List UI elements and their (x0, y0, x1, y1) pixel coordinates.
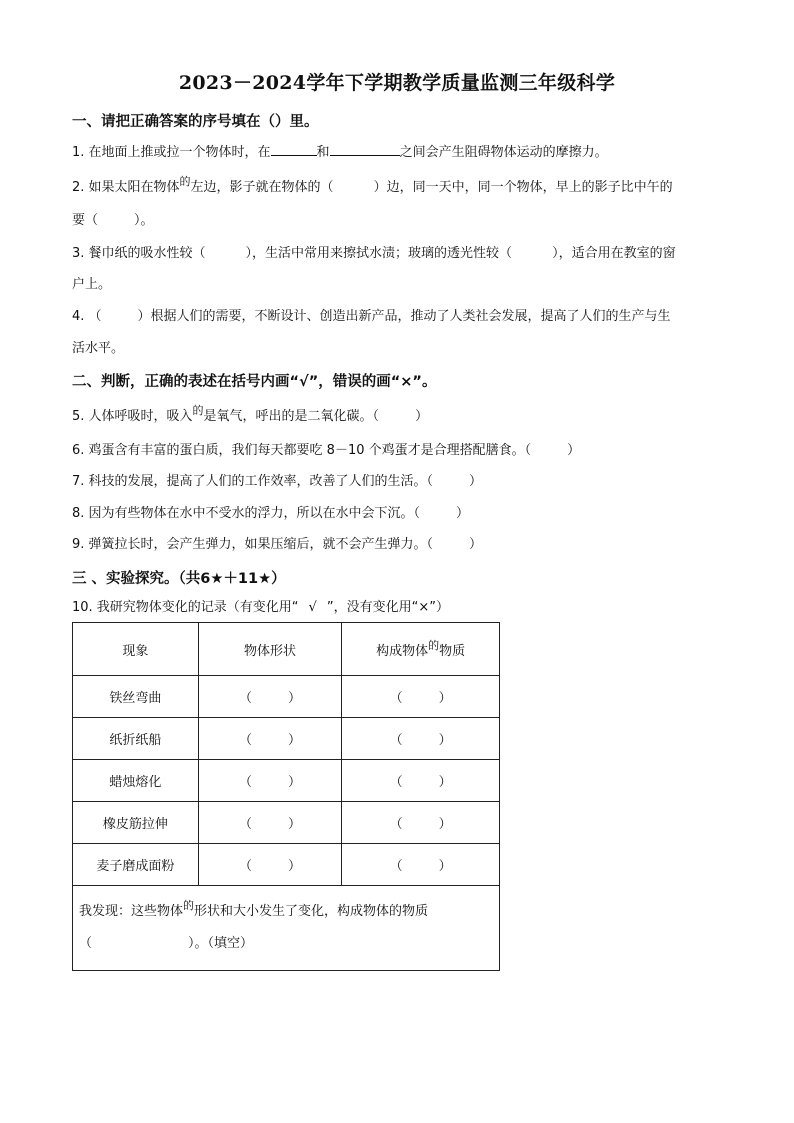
header-substance-b: 物质 (439, 643, 466, 659)
q10-text-a: 10. 我研究物体变化的记录（有变化用“ (72, 600, 299, 615)
substance-answer-cell[interactable]: （ ） (342, 802, 500, 844)
substance-answer-cell[interactable]: （ ） (342, 676, 500, 718)
q3-text-a: 3. 餐巾纸的吸水性较（ (72, 246, 206, 261)
question-3 (72, 245, 676, 263)
q1-text-b: 和 (316, 145, 330, 160)
table-header-row (73, 623, 500, 676)
question-4 (72, 308, 671, 326)
question-4-cont: 活水平。 (72, 341, 125, 356)
question-2 (72, 175, 673, 197)
q5-de: 的 (192, 404, 204, 417)
section-2-heading: 二、判断，正确的表述在括号内画“√”，错误的画“×”。 (72, 374, 437, 390)
section-1-heading: 一、请把正确答案的序号填在（）里。 (72, 114, 319, 130)
q7-text-b: ） (469, 474, 483, 489)
q6-text-a: 6. 鸡蛋含有丰富的蛋白质，我们每天都要吃 8－10 个鸡蛋才是合理搭配膳食。（ (72, 443, 532, 458)
q1-text-a: 1. 在地面上推或拉一个物体时，在 (72, 145, 271, 160)
q2-text-d: 要（ (72, 213, 99, 228)
q10-check-mark: √ (308, 600, 317, 615)
shape-answer-cell[interactable]: （ ） (198, 760, 342, 802)
question-10 (72, 599, 449, 617)
q4-text-b: ）根据人们的需要，不断设计、创造出新产品，推动了人类社会发展，提高了人们的生产与生 (137, 309, 671, 324)
q1-text-c: 之间会产生阻碍物体运动的摩擦力。 (399, 145, 608, 160)
substance-answer-cell[interactable]: （ ） (342, 760, 500, 802)
q2-de: 的 (179, 175, 191, 188)
shape-answer-cell[interactable]: （ ） (198, 676, 342, 718)
q8-text-a: 8. 因为有些物体在水中不受水的浮力，所以在水中会下沉。（ (72, 506, 421, 521)
question-9 (72, 536, 482, 554)
question-2-cont (72, 212, 154, 230)
q6-text-b: ） (567, 443, 581, 458)
header-substance-de: 的 (428, 638, 440, 652)
q2-text-c: ）边，同一天中，同一个物体，早上的影子比中午的 (373, 180, 673, 195)
shape-answer-cell[interactable]: （ ） (198, 718, 342, 760)
question-8 (72, 505, 469, 523)
question-6 (72, 442, 580, 460)
q4-text-a: 4. （ (72, 309, 102, 324)
substance-answer-cell[interactable]: （ ） (342, 844, 500, 886)
q2-text-e: ）。 (134, 213, 154, 228)
q2-text-a: 2. 如果太阳在物体 (72, 180, 180, 195)
substance-answer-cell[interactable]: （ ） (342, 718, 500, 760)
table-row (73, 676, 500, 718)
question-3-cont: 户上。 (72, 277, 112, 292)
q3-text-b: ），生活中常用来擦拭水渍；玻璃的透光性较（ (245, 246, 513, 261)
row-label: 铁丝弯曲 (73, 676, 199, 718)
header-shape: 物体形状 (198, 623, 342, 676)
header-substance-a: 构成物体 (376, 643, 429, 659)
shape-answer-cell[interactable]: （ ） (198, 802, 342, 844)
q5-text-a: 5. 人体呼吸时，吸入 (72, 409, 193, 424)
row-label: 蜡烛熔化 (73, 760, 199, 802)
q3-text-c: ），适合用在教室的窗 (552, 246, 676, 261)
table-row (73, 844, 500, 886)
question-1 (72, 141, 608, 162)
q9-text-b: ） (469, 537, 483, 552)
table-row (73, 718, 500, 760)
table-note-row (73, 886, 500, 971)
finding-note (73, 886, 500, 971)
q2-text-b: 左边，影子就在物体的（ (190, 180, 334, 195)
row-label: 麦子磨成面粉 (73, 844, 199, 886)
q10-text-b: ”，没有变化用“×”） (326, 600, 449, 615)
section-3-heading: 三 、实验探究。（共6★＋11★） (72, 571, 286, 587)
q5-text-c: ） (415, 409, 429, 424)
table-row (73, 760, 500, 802)
finding-line-1: 我发现：这些物体$^的$形状和大小发生了变化，构成物体的物质 (79, 899, 429, 919)
row-label: 橡皮筋拉伸 (73, 802, 199, 844)
q7-text-a: 7. 科技的发展，提高了人们的工作效率，改善了人们的生活。（ (72, 474, 434, 489)
q8-text-b: ） (456, 506, 470, 521)
question-7 (72, 473, 482, 491)
q5-text-b: 是氧气，呼出的是二氧化碳。（ (203, 409, 380, 424)
finding-line-2: （ ）。（填空） (79, 936, 254, 951)
header-substance (342, 623, 500, 676)
table-row (73, 802, 500, 844)
q1-blank-2[interactable] (330, 141, 400, 156)
header-phenomenon: 现象 (73, 623, 199, 676)
q1-blank-1[interactable] (271, 141, 317, 156)
page-title: 2023－2024学年下学期教学质量监测三年级科学 (178, 72, 616, 94)
question-5 (72, 404, 429, 426)
q9-text-a: 9. 弹簧拉长时，会产生弹力，如果压缩后，就不会产生弹力。（ (72, 537, 434, 552)
shape-answer-cell[interactable]: （ ） (198, 844, 342, 886)
experiment-table (72, 622, 500, 971)
row-label: 纸折纸船 (73, 718, 199, 760)
